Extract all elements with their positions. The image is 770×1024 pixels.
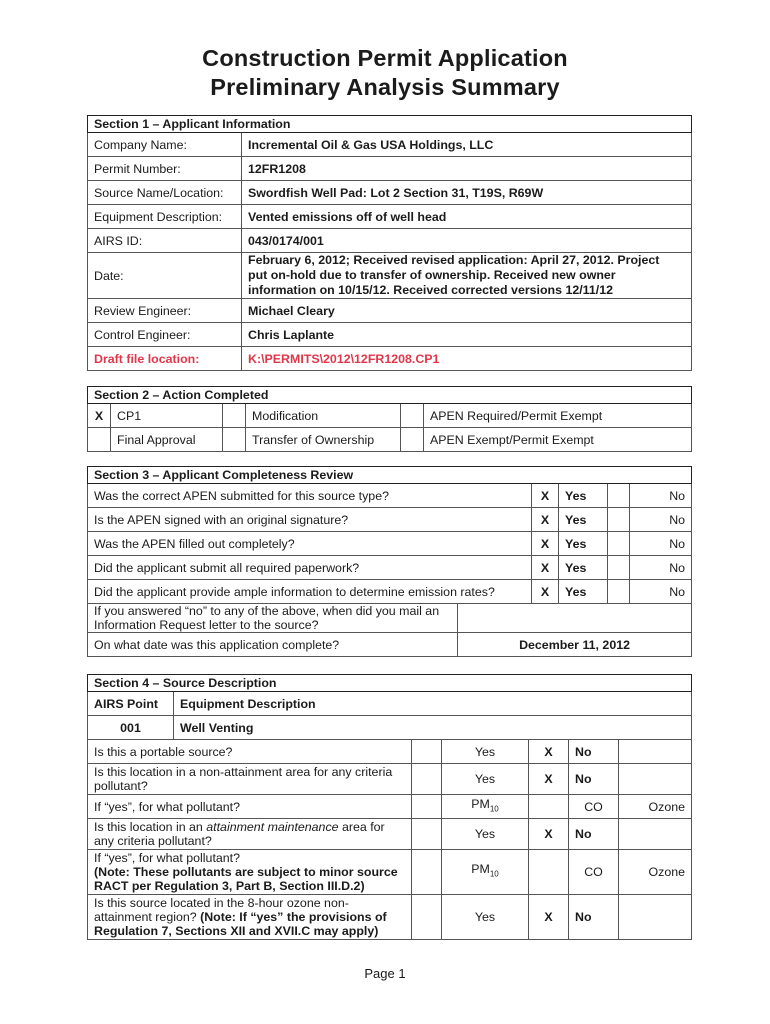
ozone-region-line-3: Regulation 7, Sections XII and XVII.C may apply) [94, 924, 379, 938]
ozone-region-extra [619, 895, 692, 940]
portable-no: No [569, 740, 619, 764]
equipment-description-header: Equipment Description [174, 692, 692, 716]
completeness-yes: Yes [559, 532, 608, 556]
company-name-value: Incremental Oil & Gas USA Holdings, LLC [242, 133, 692, 157]
pm10-maint-checkbox[interactable] [412, 850, 442, 895]
completeness-yes: Yes [559, 556, 608, 580]
completeness-no-checkbox[interactable] [608, 532, 630, 556]
ozone-region-bold: (Note: If “yes” the provisions of [200, 910, 387, 924]
completeness-row [88, 532, 692, 556]
section-2-table [87, 386, 692, 452]
completeness-mark[interactable]: X [532, 508, 559, 532]
maintenance-yes-checkbox[interactable] [412, 819, 442, 850]
completeness-no-checkbox[interactable] [608, 508, 630, 532]
control-engineer-label: Control Engineer: [88, 323, 242, 347]
portable-mark[interactable]: X [529, 740, 569, 764]
ozone-label: Ozone [619, 795, 692, 819]
ozone-region-line-2 [94, 910, 405, 924]
mail-request-question [88, 604, 458, 633]
date-label: Date: [88, 253, 242, 299]
completeness-yes: Yes [559, 484, 608, 508]
review-engineer-label: Review Engineer: [88, 299, 242, 323]
co-label: CO [569, 795, 619, 819]
airs-id-label: AIRS ID: [88, 229, 242, 253]
mail-request-line-1: If you answered “no” to any of the above, when did you mail an [94, 604, 440, 618]
modification-checkbox[interactable] [223, 404, 246, 428]
date-line-2: put on-hold due to transfer of ownership. Received new owner [248, 268, 616, 282]
apen-required-label: APEN Required/Permit Exempt [424, 404, 692, 428]
completeness-no-checkbox[interactable] [608, 556, 630, 580]
completeness-no: No [630, 508, 692, 532]
date-line-1: February 6, 2012; Received revised application: April 27, 2012. Project [248, 253, 660, 267]
completeness-question: Was the correct APEN submitted for this source type? [88, 484, 532, 508]
apen-exempt-label: APEN Exempt/Permit Exempt [424, 428, 692, 452]
maintenance-pre: Is this location in an [94, 820, 207, 834]
completeness-mark[interactable]: X [532, 532, 559, 556]
maintenance-line-1 [94, 820, 405, 834]
ozone-region-no: No [569, 895, 619, 940]
completeness-no-checkbox[interactable] [608, 580, 630, 604]
nonattainment-line-2: pollutant? [94, 779, 148, 793]
portable-yes: Yes [442, 740, 529, 764]
ozone-maint-label: Ozone [619, 850, 692, 895]
maintenance-pollutant-line-2: (Note: These pollutants are subject to minor source [94, 865, 398, 879]
permit-number-value: 12FR1208 [242, 157, 692, 181]
nonattainment-mark[interactable]: X [529, 764, 569, 795]
nonattainment-extra [619, 764, 692, 795]
mail-request-answer[interactable] [458, 604, 692, 633]
maintenance-pollutant-line-3: RACT per Regulation 3, Part B, Section III.D.2) [94, 879, 365, 893]
portable-source-question: Is this a portable source? [88, 740, 412, 764]
pm10-label [442, 795, 529, 819]
completeness-no: No [630, 484, 692, 508]
pm-text: PM [471, 796, 490, 811]
airs-point-value: 001 [88, 716, 174, 740]
pm-subscript: 10 [489, 804, 499, 814]
company-name-label: Company Name: [88, 133, 242, 157]
section-4-table [87, 674, 692, 940]
complete-date-question: On what date was this application complete? [88, 633, 458, 657]
co-checkbox[interactable] [529, 795, 569, 819]
final-approval-checkbox[interactable] [88, 428, 111, 452]
source-location-label: Source Name/Location: [88, 181, 242, 205]
equipment-description-label: Equipment Description: [88, 205, 242, 229]
draft-file-label: Draft file location: [88, 347, 242, 371]
maintenance-line-2: any criteria pollutant? [94, 834, 212, 848]
maintenance-yes: Yes [442, 819, 529, 850]
transfer-ownership-label: Transfer of Ownership [246, 428, 401, 452]
pm-maint-subscript: 10 [489, 869, 499, 879]
completeness-yes: Yes [559, 580, 608, 604]
maintenance-extra [619, 819, 692, 850]
section-4-header: Section 4 – Source Description [88, 675, 692, 692]
section-2-header: Section 2 – Action Completed [88, 387, 692, 404]
ozone-region-yes-checkbox[interactable] [412, 895, 442, 940]
cp1-label: CP1 [111, 404, 223, 428]
permit-number-label: Permit Number: [88, 157, 242, 181]
completeness-question: Is the APEN signed with an original signature? [88, 508, 532, 532]
ozone-region-yes: Yes [442, 895, 529, 940]
maintenance-pollutant-question [88, 850, 412, 895]
maintenance-no: No [569, 819, 619, 850]
mail-request-line-2: Information Request letter to the source? [94, 618, 319, 632]
completeness-row [88, 556, 692, 580]
equipment-description-cell: Well Venting [174, 716, 692, 740]
pm10-checkbox[interactable] [412, 795, 442, 819]
ozone-region-line-1: Is this source located in the 8-hour ozone non- [94, 896, 349, 910]
pm-maint-text: PM [471, 862, 490, 877]
nonattainment-yes: Yes [442, 764, 529, 795]
completeness-row [88, 484, 692, 508]
transfer-ownership-checkbox[interactable] [223, 428, 246, 452]
nonattainment-pollutant-question: If “yes”, for what pollutant? [88, 795, 412, 819]
equipment-description-value: Vented emissions off of well head [242, 205, 692, 229]
maintenance-post: area for [338, 820, 385, 834]
date-line-3: information on 10/15/12. Received corrected versions 12/11/12 [248, 283, 614, 297]
document-title [0, 44, 770, 102]
completeness-no-checkbox[interactable] [608, 484, 630, 508]
section-1-table [87, 115, 692, 371]
completeness-no: No [630, 580, 692, 604]
maintenance-em: attainment maintenance [206, 820, 339, 834]
title-line-1: Construction Permit Application [202, 45, 568, 71]
cp1-checkbox[interactable]: X [88, 404, 111, 428]
section-3-table [87, 466, 692, 657]
final-approval-label: Final Approval [111, 428, 223, 452]
nonattainment-yes-checkbox[interactable] [412, 764, 442, 795]
nonattainment-line-1: Is this location in a non-attainment area for any criteria [94, 765, 393, 779]
completeness-no: No [630, 556, 692, 580]
date-value [242, 253, 692, 299]
airs-point-header: AIRS Point [88, 692, 174, 716]
co-maint-checkbox[interactable] [529, 850, 569, 895]
completeness-question: Did the applicant provide ample information to determine emission rates? [88, 580, 532, 604]
section-3-header: Section 3 – Applicant Completeness Review [88, 467, 692, 484]
completeness-question: Was the APEN filled out completely? [88, 532, 532, 556]
completeness-no: No [630, 532, 692, 556]
portable-yes-checkbox[interactable] [412, 740, 442, 764]
ozone-region-question [88, 895, 412, 940]
draft-file-value: K:\PERMITS\2012\12FR1208.CP1 [242, 347, 692, 371]
completeness-question: Did the applicant submit all required paperwork? [88, 556, 532, 580]
ozone-region-pre: attainment region? [94, 910, 201, 924]
complete-date-value: December 11, 2012 [458, 633, 692, 657]
title-line-2: Preliminary Analysis Summary [210, 74, 560, 100]
completeness-mark[interactable]: X [532, 556, 559, 580]
completeness-mark[interactable]: X [532, 484, 559, 508]
portable-extra [619, 740, 692, 764]
control-engineer-value: Chris Laplante [242, 323, 692, 347]
review-engineer-value: Michael Cleary [242, 299, 692, 323]
modification-label: Modification [246, 404, 401, 428]
airs-id-value: 043/0174/001 [242, 229, 692, 253]
nonattainment-question [88, 764, 412, 795]
page-number: Page 1 [364, 966, 406, 981]
apen-required-checkbox[interactable] [401, 404, 424, 428]
maintenance-pollutant-line-1: If “yes”, for what pollutant? [94, 851, 241, 865]
section-1-header: Section 1 – Applicant Information [88, 116, 692, 133]
completeness-row [88, 508, 692, 532]
completeness-yes: Yes [559, 508, 608, 532]
source-location-value: Swordfish Well Pad: Lot 2 Section 31, T19S, R69W [242, 181, 692, 205]
completeness-mark[interactable]: X [532, 580, 559, 604]
nonattainment-no: No [569, 764, 619, 795]
maintenance-mark[interactable]: X [529, 819, 569, 850]
apen-exempt-checkbox[interactable] [401, 428, 424, 452]
completeness-row [88, 580, 692, 604]
maintenance-question [88, 819, 412, 850]
co-maint-label: CO [569, 850, 619, 895]
pm10-maint-label [442, 850, 529, 895]
ozone-region-mark[interactable]: X [529, 895, 569, 940]
